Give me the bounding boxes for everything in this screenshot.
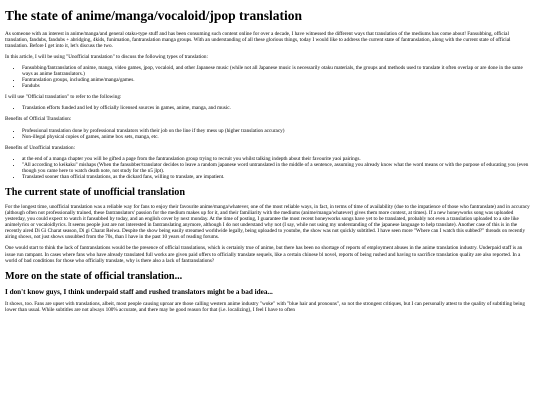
official-types-list <box>5 105 532 111</box>
intro-paragraph: As someone with an interest in anime/manga/and general otaku-type stuff and has been consuming such content online for over a decade, I have witnessed the different ways that translation of the mediums has come about! Fansubbing, official translation, fandubs, fandubs + abridging, 4kids, funimation, fantranslation manga groups. With an understanding of all these glorious things, today I would like to address the current state of fantranslation, along with the current state of official translation. Before I get into it, let's discuss the two. <box>5 30 511 49</box>
section-heading-official: More on the state of official translation... <box>5 270 183 282</box>
section-subheading: I don't know guys, I think underpaid staff and rushed translators might be a bad idea... <box>5 288 273 297</box>
benefits-official-heading: Benefits of Official Translation: <box>5 116 72 123</box>
section-paragraph: One would start to think the lack of fantranslations would be the presence of official translations, which is certainly true of anime, but there has been no shortage of reports of employment abuses in the anime translation industry. Underpaid staff is an issue run rampant. In cases where fans who have already translated full works are given paid offers to officially translate sequels, like a certain chinese bl novel, reports of being rushed and having to sacrifice translation quality are also reported. In a world of bad conditions for those who officially translate, why is there also a lack of fantranslations? <box>5 245 523 264</box>
list-item: • Translated sooner than official translations, as the dickard fans, willing to translate, are impatient. <box>22 174 532 180</box>
list-item: • "All according to keikaku" mishaps (When the fansubber/translator decides to leave a random japanese word untranslated in the middle of a sentence, assuming you already know what the word means or with the purpose of educating you (even though you came here to watch death note, not study for the n5 jlpt). <box>22 162 532 174</box>
list-item: • Fantranslation groups, including anime/manga/games. <box>22 77 532 83</box>
list-item: • Professional translation done by professional translators with their job on the line if they mess up (higher translation accuracy) <box>22 128 532 134</box>
list-item: • Fandubs <box>22 83 532 89</box>
section-paragraph: For the longest time, unofficial translation was a reliable way for fans to enjoy their favourite anime/manga/whatever, one of the most reliable ways, in fact, in terms of time of availability (due to the impatience of those who fantranslate) and in accuracy (although often not professionally trained, these fantranslators' passion for the medium makes up for it, and their familiarity with the mediums (anime/manga/whatever) gives them more context, at times). If a new honeyworks song was uploaded yesterday, you could expect to watch it fansubbed by today, and an english cover by next monday. At the time of posting, I guarantee the most recent honeyworks songs have yet to be translated, probably not even a translation uploaded to a site like animelyrics or vocaloidlyrics. It seems people just are not interested in fantranslating anymore, although I do not understand why not (I say, while not using my understanding of the japanese language to help translate). Another case of this is in the recently aired Di Gi Charat season, Di gi Charat Reiwa. Despite the show being easily streamed worldwide legally, being uploaded to youtube, the show was not quickly subtitled. I have seen more "Where can I watch this subbed?" threads on recently airing shows, not just shows unsubbed from the 70s, than I have in the past 10 years of reading forums. <box>5 203 530 241</box>
list-item: • Fansubbing/fantranslation of anime, manga, video games, jpop, vocaloid, and other Japanese music (while not all Japanese music is necessarily otaku materials, the groups and methods used to translate it often overlap or are done in the same ways as anime fantranslators.) <box>22 65 532 77</box>
list-item: • at the end of a manga chapter you will be gifted a page from the fantranslation group trying to recruit you whilst talking indepth about their favourite yaoi pairings. <box>22 156 532 162</box>
list-item: • Translation efforts funded and led by officially licensed sources in games, anime, manga, and music. <box>22 105 532 111</box>
benefits-unofficial-list <box>5 156 532 180</box>
section-paragraph: It shows, too. Fans are upset with translations, albeit, most people causing uproar are those calling western anime industry "woke" with "blue hair and pronouns", so not the strongest critiques, but I can personally attest to the quality of subtitling being lower than usual. While subtitles are not always 100% accurate, and there may be good reason for that (i.e. localizing), I feel I have to often <box>5 301 525 314</box>
list-item: • Non-illegal physical copies of games, anime box sets, manga, etc. <box>22 134 532 140</box>
benefits-official-list <box>5 128 532 140</box>
page-title: The state of anime/manga/vocaloid/jpop translation <box>5 8 303 23</box>
benefits-unofficial-heading: Benefits of Unofficial translation: <box>5 144 76 151</box>
section-heading-unofficial: The current state of unofficial translation <box>5 187 186 199</box>
unofficial-types-list <box>5 65 532 89</box>
official-definition-intro: I will use "Official translation" to refer to the following: <box>5 94 122 101</box>
unofficial-definition-intro: In this article, I will be using "Unofficial translation" to discuss the following types of translation: <box>5 53 208 60</box>
